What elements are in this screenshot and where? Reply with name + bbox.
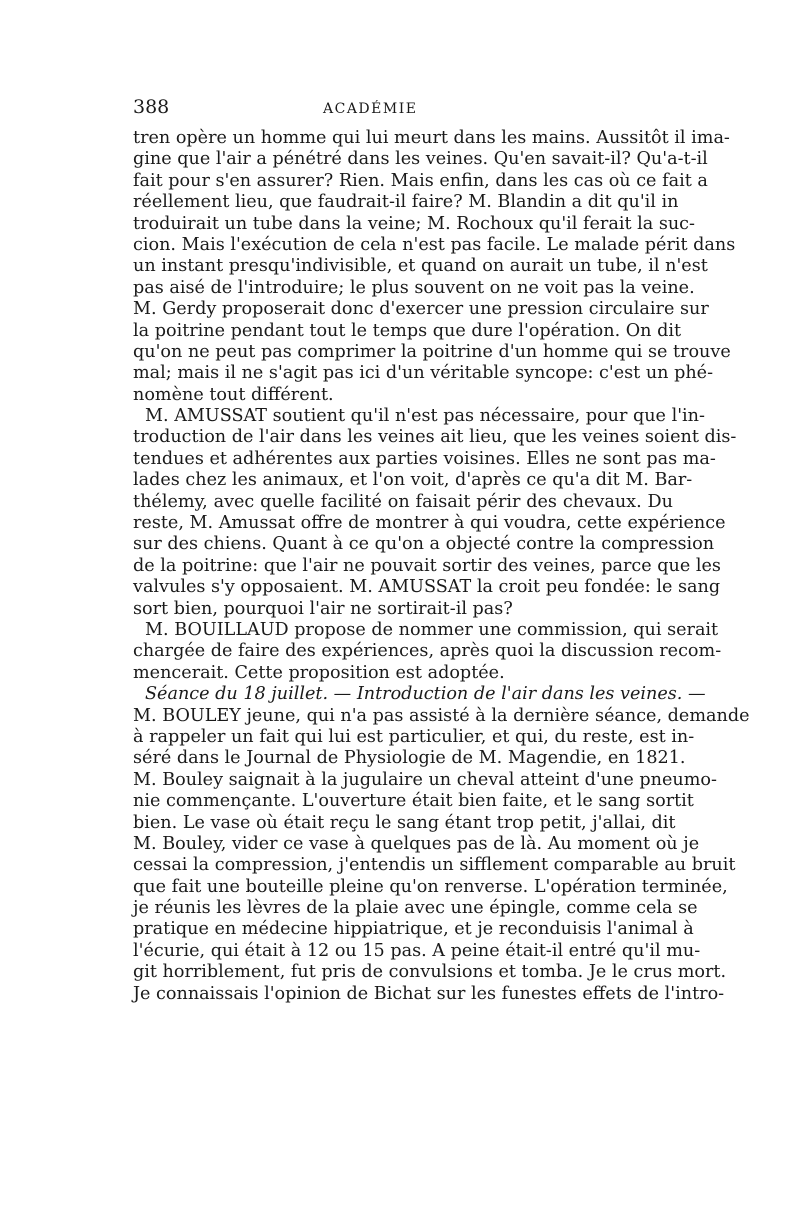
text-line: thélemy, avec quelle facilité on faisait périr des chevaux. Du (133, 491, 673, 512)
text-line: je réunis les lèvres de la plaie avec une épingle, comme cela se (133, 898, 698, 919)
running-head (133, 96, 673, 122)
text-line: de la poitrine: que l'air ne pouvait sortir des veines, parce que les (133, 555, 721, 576)
text-line: M. Bouley saignait à la jugulaire un cheval atteint d'une pneumo- (133, 769, 717, 790)
text-line: M. BOUILLAUD propose de nommer une commission, qui serait (145, 619, 719, 640)
page-number: 388 (133, 96, 170, 118)
text-line: tendues et adhérentes aux parties voisines. Elles ne sont pas ma- (133, 448, 716, 469)
text-line: M. AMUSSAT soutient qu'il n'est pas nécessaire, pour que l'in- (145, 406, 705, 427)
text-line: cessai la compression, j'entendis un sifflement comparable au bruit (133, 855, 736, 876)
text-line: M. BOULEY jeune, qui n'a pas assisté à la dernière séance, demande (133, 705, 750, 726)
body-text (133, 128, 750, 1005)
text-line: à rappeler un fait qui lui est particulier, et qui, du reste, est in- (133, 726, 695, 747)
text-line: fait pour s'en assurer? Rien. Mais enfin, dans les cas où ce fait a (133, 170, 708, 191)
text-line: pas aisé de l'introduire; le plus souvent on ne voit pas la veine. (133, 277, 695, 298)
text-line: séré dans le Journal de Physiologie de M. Magendie, en 1821. (133, 748, 686, 769)
text-line: mal; mais il ne s'agit pas ici d'un véritable syncope: c'est un phé- (133, 363, 714, 384)
text-line: un instant presqu'indivisible, et quand on aurait un tube, il n'est (133, 256, 708, 277)
text-line: l'écurie, qui était à 12 ou 15 pas. A peine était-il entré qu'il mu- (133, 940, 701, 961)
section-heading-line: Séance du 18 juillet. — Introduction de l'air dans les veines. — (145, 684, 706, 705)
text-line: reste, M. Amussat offre de montrer à qui voudra, cette expérience (133, 513, 726, 534)
text-line: cion. Mais l'exécution de cela n'est pas facile. Le malade périt dans (133, 234, 736, 255)
text-line: chargée de faire des expériences, après quoi la discussion recom- (133, 641, 722, 662)
running-title: ACADÉMIE (323, 101, 418, 117)
text-line: M. Bouley, vider ce vase à quelques pas de là. Au moment où je (133, 833, 700, 854)
text-line: troduirait un tube dans la veine; M. Rochoux qu'il ferait la suc- (133, 213, 695, 234)
text-line: qu'on ne peut pas comprimer la poitrine d'un homme qui se trouve (133, 341, 731, 362)
text-line: mencerait. Cette proposition est adoptée. (133, 662, 505, 683)
text-line: tren opère un homme qui lui meurt dans les mains. Aussitôt il ima- (133, 128, 730, 148)
text-line: que fait une bouteille pleine qu'on renverse. L'opération terminée, (133, 876, 728, 897)
text-line: gine que l'air a pénétré dans les veines. Qu'en savait-il? Qu'a-t-il (133, 149, 708, 170)
text-line: réellement lieu, que faudrait-il faire? M. Blandin a dit qu'il in (133, 192, 679, 213)
text-line: sort bien, pourquoi l'air ne sortirait-il pas? (133, 598, 513, 619)
text-line: troduction de l'air dans les veines ait lieu, que les veines soient dis- (133, 427, 737, 448)
text-line: bien. Le vase où était reçu le sang étant trop petit, j'allai, dit (133, 812, 676, 833)
book-page (133, 96, 750, 1005)
text-line: git horriblement, fut pris de convulsions et tomba. Je le crus mort. (133, 962, 727, 983)
text-line: lades chez les animaux, et l'on voit, d'après ce qu'a dit M. Bar- (133, 470, 693, 491)
text-line: pratique en médecine hippiatrique, et je reconduisis l'animal à (133, 919, 694, 940)
text-line: M. Gerdy proposerait donc d'exercer une pression circulaire sur (133, 299, 709, 320)
text-line: la poitrine pendant tout le temps que dure l'opération. On dit (133, 320, 682, 341)
text-line: Je connaissais l'opinion de Bichat sur les funestes effets de l'intro- (133, 983, 725, 1004)
text-line: valvules s'y opposaient. M. AMUSSAT la croit peu fondée: le sang (133, 577, 721, 598)
text-line: sur des chiens. Quant à ce qu'on a objecté contre la compression (133, 534, 715, 555)
text-line: nomène tout différent. (133, 384, 334, 405)
text-line: nie commençante. L'ouverture était bien faite, et le sang sortit (133, 791, 694, 812)
